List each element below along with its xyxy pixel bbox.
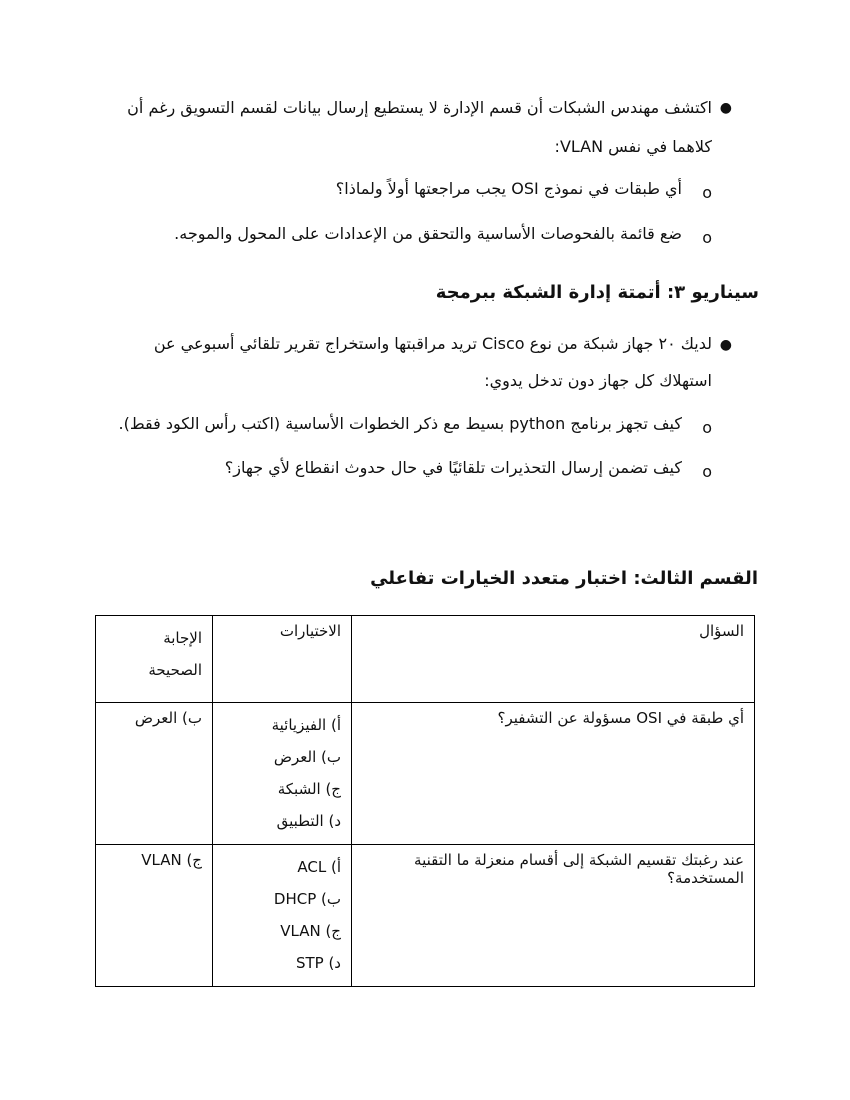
mcq-table	[95, 615, 755, 987]
choice-item: ب) DHCP	[273, 890, 341, 908]
scenario2-bullet-continuation: كلاهما في نفس VLAN:	[554, 137, 712, 156]
question-cell: أي طبقة في OSI مسؤولة عن التشفير؟	[352, 703, 755, 845]
scenario3-sub-item-1: كيف تجهز برنامج python بسيط مع ذكر الخطوات الأساسية (اكتب رأس الكود فقط).	[118, 414, 682, 433]
table-header-row	[96, 616, 755, 703]
answer-header	[96, 616, 213, 703]
scenario3-sub-item-2: كيف تضمن إرسال التحذيرات تلقائيًا في حال حدوث انقطاع لأي جهاز؟	[224, 458, 682, 477]
choice-item: د) STP	[295, 954, 341, 972]
answer-header-line-2: الصحيحة	[148, 661, 202, 679]
question-header: السؤال	[352, 616, 755, 703]
choice-item: أ) الفيزيائية	[271, 716, 341, 734]
sub-marker: o	[702, 183, 712, 202]
section3-heading: القسم الثالث: اختبار متعدد الخيارات تفاعلي	[370, 568, 758, 589]
bullet-marker: ●	[719, 337, 732, 353]
table-row	[96, 845, 755, 987]
choice-item: أ) ACL	[297, 858, 341, 876]
bullet-marker: ●	[719, 100, 732, 116]
choice-item: د) التطبيق	[276, 812, 341, 830]
choices-header: الاختيارات	[213, 616, 352, 703]
choices-cell	[213, 845, 352, 987]
answer-header-line-1: الإجابة	[163, 629, 202, 647]
choice-item: ج) الشبكة	[277, 780, 341, 798]
scenario3-heading: سيناريو ٣: أتمتة إدارة الشبكة ببرمجة	[435, 282, 759, 303]
scenario2-bullet-text: اكتشف مهندس الشبكات أن قسم الإدارة لا يستطيع إرسال بيانات لقسم التسويق رغم أن	[127, 98, 712, 117]
sub-marker: o	[702, 462, 712, 481]
scenario2-sub-item-2: ضع قائمة بالفحوصات الأساسية والتحقق من الإعدادات على المحول والموجه.	[174, 224, 682, 243]
choice-item: ب) العرض	[273, 748, 341, 766]
choices-cell	[213, 703, 352, 845]
question-cell: عند رغبتك تقسيم الشبكة إلى أقسام منعزلة ما التقنية المستخدمة؟	[352, 845, 755, 987]
answer-cell: ج) VLAN	[96, 845, 213, 987]
sub-marker: o	[702, 228, 712, 247]
sub-marker: o	[702, 418, 712, 437]
choice-item: ج) VLAN	[280, 922, 341, 940]
scenario3-bullet-continuation: استهلاك كل جهاز دون تدخل يدوي:	[484, 371, 712, 390]
scenario2-sub-item-1: أي طبقات في نموذج OSI يجب مراجعتها أولاً ولماذا؟	[335, 179, 682, 198]
answer-cell: ب) العرض	[96, 703, 213, 845]
scenario3-bullet-text: لديك ٢٠ جهاز شبكة من نوع Cisco تريد مراقبتها واستخراج تقرير تلقائي أسبوعي عن	[153, 334, 712, 353]
table-row	[96, 703, 755, 845]
